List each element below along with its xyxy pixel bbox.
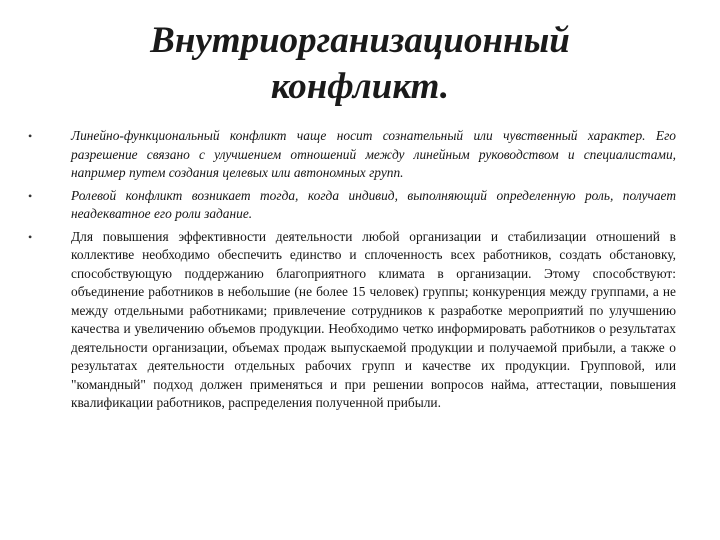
bullet-dot-icon: • — [28, 229, 33, 244]
bullet-dot-icon: • — [28, 188, 33, 203]
title-line-1: Внутриорганизационный — [150, 20, 570, 61]
bullet-text: Для повышения эффективности деятельности любой организации и стабилизации отношений в коллективе необходимо обеспечить единство и сплоченность всех работников, создать обстановку, способствующую поддержанию благоприятного климата в организации. Этому способствуют: объединение работников в небольшие (не более 15 человек) группы; конкуренция между группами, а не между отдельными работниками; привлечение сотрудников к разработке мероприятий по улучшению качества и увеличению объемов продукции. Необходимо четко информировать работников о результатах деятельности организации, объемах продаж выпускаемой продукции и получаемой прибыли, а также о результатах деятельности отдельных рабочих групп и качестве их продукции. Групповой, или "командный" подход должен применяться и при решении вопросов найма, аттестации, повышения квалификации работников, распределения полученной прибыли. — [71, 228, 676, 410]
bullet-dot-icon: • — [28, 129, 33, 143]
slide-title — [60, 18, 660, 110]
bullet-item-role-conflict — [28, 187, 676, 224]
bullet-list — [28, 127, 676, 417]
title-line-2: конфликт. — [270, 66, 450, 107]
bullet-item-efficiency — [28, 228, 676, 413]
bullet-text: Линейно-функциональный конфликт чаще носит сознательный или чувственный характер. Его разрешение связано с улучшением отношений между линейным руководством и специалистами, например путем создания целевых или автономных групп. — [71, 128, 676, 180]
bullet-text: Ролевой конфликт возникает тогда, когда индивид, выполняющий определенную роль, получает неадекватное его роли задание. — [71, 187, 676, 221]
bullet-item-linear-functional — [28, 127, 676, 183]
